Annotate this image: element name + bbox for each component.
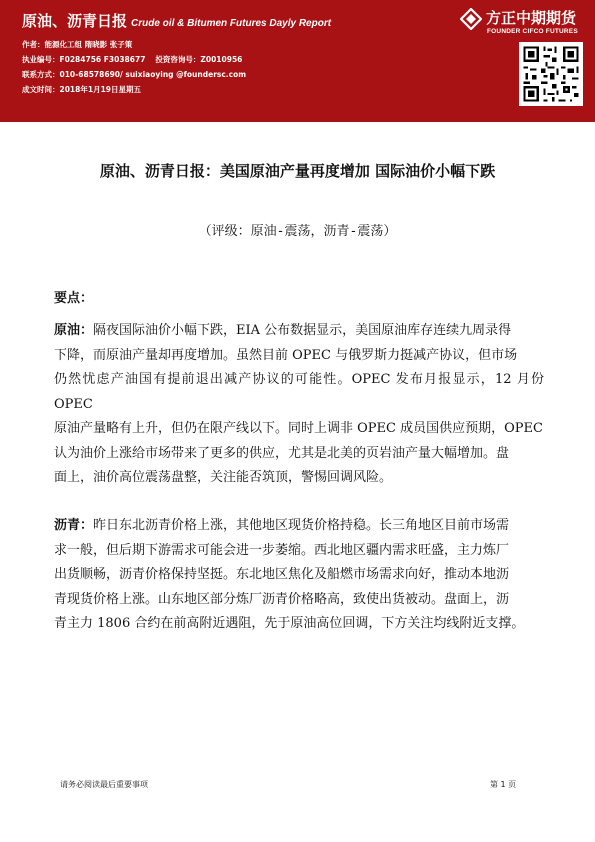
- paragraph-line: 仍然忧虑产油国有提前退出减产协议的可能性。OPEC 发布月报显示，12 月份 OPEC: [54, 372, 544, 412]
- paragraph-bitumen: [54, 514, 544, 637]
- keypoints-heading: 要点：: [54, 291, 94, 306]
- paragraph-label: 沥青：: [54, 518, 94, 533]
- footer-disclaimer: 请务必阅读最后重要事项: [60, 780, 148, 789]
- report-title-banner: [22, 10, 331, 31]
- logo-text-en: FOUNDER CIFCO FUTURES: [487, 28, 578, 35]
- authors-line: 作者：能源化工组 隋晓影 张子策: [22, 40, 133, 49]
- report-title-cn: 原油、沥青日报: [22, 12, 128, 30]
- company-logo: [460, 7, 590, 37]
- rating-line: （评级：原油-震荡，沥青-震荡）: [198, 224, 397, 239]
- license-line: [22, 54, 242, 65]
- header-band: [0, 0, 595, 122]
- paragraph-line: 下降，而原油产量却再度增加。虽然目前 OPEC 与俄罗斯力挺减产协议，但市场: [54, 347, 518, 363]
- paragraph-crude-oil: [54, 319, 544, 491]
- paragraph-line: 青主力 1806 合约在前高附近遇阻，先于原油高位回调，下方关注均线附近支撑。: [54, 616, 525, 631]
- paragraph-line: 认为油价上涨给市场带来了更多的供应，尤其是北美的页岩油产量大幅增加。盘: [54, 445, 510, 461]
- paragraph-line: 原油产量略有上升，但仍在限产线以下。同时上调非 OPEC 成员国供应预期，OPEC: [54, 421, 543, 436]
- paragraph-line: 求一般，但后期下游需求可能会进一步萎缩。西北地区疆内需求旺盛，主力炼厂: [54, 542, 510, 558]
- contact-line: 联系方式：010-68578690/ suixiaoying @foundersc.com: [22, 70, 247, 79]
- logo-text-cn: 方正中期期货: [486, 9, 577, 27]
- paragraph-line: 面上，油价高位震荡盘整，关注能否筑顶，警惕回调风险。: [54, 470, 393, 485]
- paragraph-line: 沥青：昨日东北沥青价格上涨，其他地区现货价格持稳。长三角地区目前市场需: [54, 518, 510, 533]
- paragraph-line: 青现货价格上涨。山东地区部分炼厂沥青价格略高，致使出货被动。盘面上，沥: [54, 591, 510, 607]
- license-number: 执业编号：F0284756 F3038677: [22, 55, 146, 64]
- consult-number: 投资咨询号：Z0010956: [155, 55, 243, 64]
- paragraph-line: 原油：隔夜国际油价小幅下跌，EIA 公布数据显示，美国原油库存连续九周录得: [54, 323, 512, 338]
- paragraph-line: 出货顺畅，沥青价格保持坚挺。东北地区焦化及船燃市场需求向好，推动本地沥: [54, 567, 510, 582]
- report-title-en: Crude oil & Bitumen Futures Dayly Report: [131, 18, 332, 29]
- page-number: 第 1 页: [490, 780, 517, 789]
- founder-logo-icon: [460, 8, 482, 30]
- qr-code-icon: [519, 42, 583, 106]
- document-title: 原油、沥青日报：美国原油产量再度增加 国际油价小幅下跌: [99, 162, 496, 180]
- paragraph-label: 原油：: [54, 323, 94, 338]
- date-line: 成文时间：2018年1月19日星期五: [22, 85, 142, 94]
